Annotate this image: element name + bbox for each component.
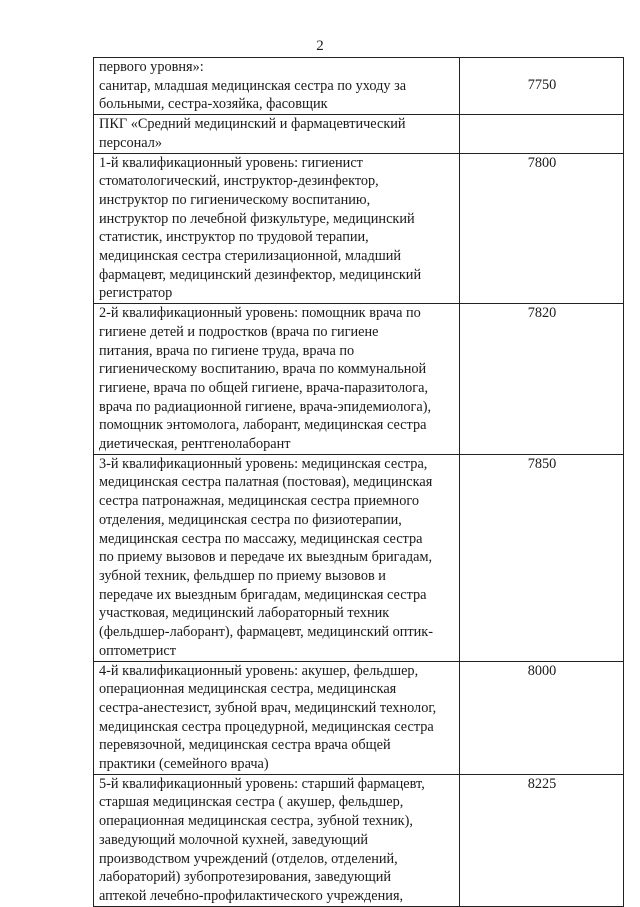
table-row <box>94 304 624 455</box>
description-line: медицинская сестра по массажу, медицинская сестра <box>99 530 423 547</box>
description-line: медицинская сестра стерилизационной, младший <box>99 248 402 265</box>
table-row <box>94 153 624 304</box>
description-line: по приему вызовов и передаче их выездным бригадам, <box>99 549 433 566</box>
position-description-cell <box>94 661 460 774</box>
position-description-cell <box>94 115 460 153</box>
description-line: больными, сестра-хозяйка, фасовщик <box>99 96 328 113</box>
description-line: регистратор <box>99 285 173 302</box>
table-row <box>94 454 624 661</box>
salary-value-cell: 8000 <box>460 661 624 774</box>
description-line: персонал» <box>99 134 163 151</box>
description-line: инструктор по лечебной физкультуре, медицинский <box>99 210 415 227</box>
description-line: медицинская сестра палатная (постовая), медицинская <box>99 474 433 491</box>
description-line: гигиеническому воспитанию, врача по коммунальной <box>99 361 427 378</box>
description-line: гигиене детей и подростков (врача по гигиене <box>99 323 379 340</box>
description-line: санитар, младшая медицинская сестра по уходу за <box>99 77 407 94</box>
table-row <box>94 58 624 115</box>
salary-value-cell: 7820 <box>460 304 624 455</box>
description-line: сестра-анестезист, зубной врач, медицинский технолог, <box>99 699 437 716</box>
description-line: фармацевт, медицинский дезинфектор, медицинский <box>99 266 422 283</box>
salary-value-cell: 7800 <box>460 153 624 304</box>
description-line: помощник энтомолога, лаборант, медицинская сестра <box>99 417 427 434</box>
description-line: аптекой лечебно-профилактического учреждения, <box>99 887 404 904</box>
description-line: ПКГ «Средний медицинский и фармацевтический <box>99 116 406 133</box>
description-line: 2-й квалификационный уровень: помощник врача по <box>99 305 421 322</box>
description-line: передаче их выездным бригадам, медицинская сестра <box>99 586 427 603</box>
salary-table <box>93 57 624 907</box>
description-line: (фельдшер-лаборант), фармацевт, медицинский оптик- <box>99 624 433 641</box>
description-line: диетическая, рентгенолаборант <box>99 436 291 453</box>
description-line: операционная медицинская сестра, зубной техник), <box>99 813 413 830</box>
description-line: 3-й квалификационный уровень: медицинская сестра, <box>99 455 428 472</box>
description-line: заведующий молочной кухней, заведующий <box>99 831 369 848</box>
description-line: 1-й квалификационный уровень: гигиенист <box>99 154 363 171</box>
description-line: статистик, инструктор по трудовой терапии, <box>99 229 369 246</box>
description-line: перевязочной, медицинская сестра врача общей <box>99 737 391 754</box>
description-line: 4-й квалификационный уровень: акушер, фельдшер, <box>99 662 419 679</box>
position-description-cell <box>94 774 460 906</box>
table-row <box>94 661 624 774</box>
description-line: практики (семейного врача) <box>99 756 269 773</box>
position-description-cell <box>94 304 460 455</box>
position-description-cell <box>94 454 460 661</box>
salary-value-cell: 8225 <box>460 774 624 906</box>
description-line: производством учреждений (отделов, отделений, <box>99 850 398 867</box>
salary-value-cell <box>460 115 624 153</box>
description-line: медицинская сестра процедурной, медицинская сестра <box>99 718 434 735</box>
description-line: 5-й квалификационный уровень: старший фармацевт, <box>99 775 425 792</box>
description-line: зубной техник, фельдшер по приему вызовов и <box>99 567 386 584</box>
table-row <box>94 115 624 153</box>
description-line: стоматологический, инструктор-дезинфектор, <box>99 173 379 190</box>
salary-value-cell: 7750 <box>460 58 624 115</box>
description-line: сестра патронажная, медицинская сестра приемного <box>99 493 420 510</box>
position-description-cell <box>94 153 460 304</box>
description-line: старшая медицинская сестра ( акушер, фельдшер, <box>99 794 404 811</box>
description-line: гигиене, врача по общей гигиене, врача-паразитолога, <box>99 379 429 396</box>
description-line: инструктор по гигиеническому воспитанию, <box>99 191 371 208</box>
description-line: питания, врача по гигиене труда, врача по <box>99 342 355 359</box>
description-line: лабораторий) зубопротезирования, заведующий <box>99 869 392 886</box>
description-line: участковая, медицинский лабораторный техник <box>99 605 390 622</box>
description-line: операционная медицинская сестра, медицинская <box>99 681 397 698</box>
position-description-cell <box>94 58 460 115</box>
description-line: отделения, медицинская сестра по физиотерапии, <box>99 511 402 528</box>
page-number: 2 <box>316 38 324 54</box>
description-line: врача по радиационной гигиене, врача-эпидемиолога), <box>99 398 432 415</box>
description-line: первого уровня»: <box>99 59 204 75</box>
description-line: оптометрист <box>99 642 176 659</box>
salary-value-cell: 7850 <box>460 454 624 661</box>
table-row <box>94 774 624 906</box>
